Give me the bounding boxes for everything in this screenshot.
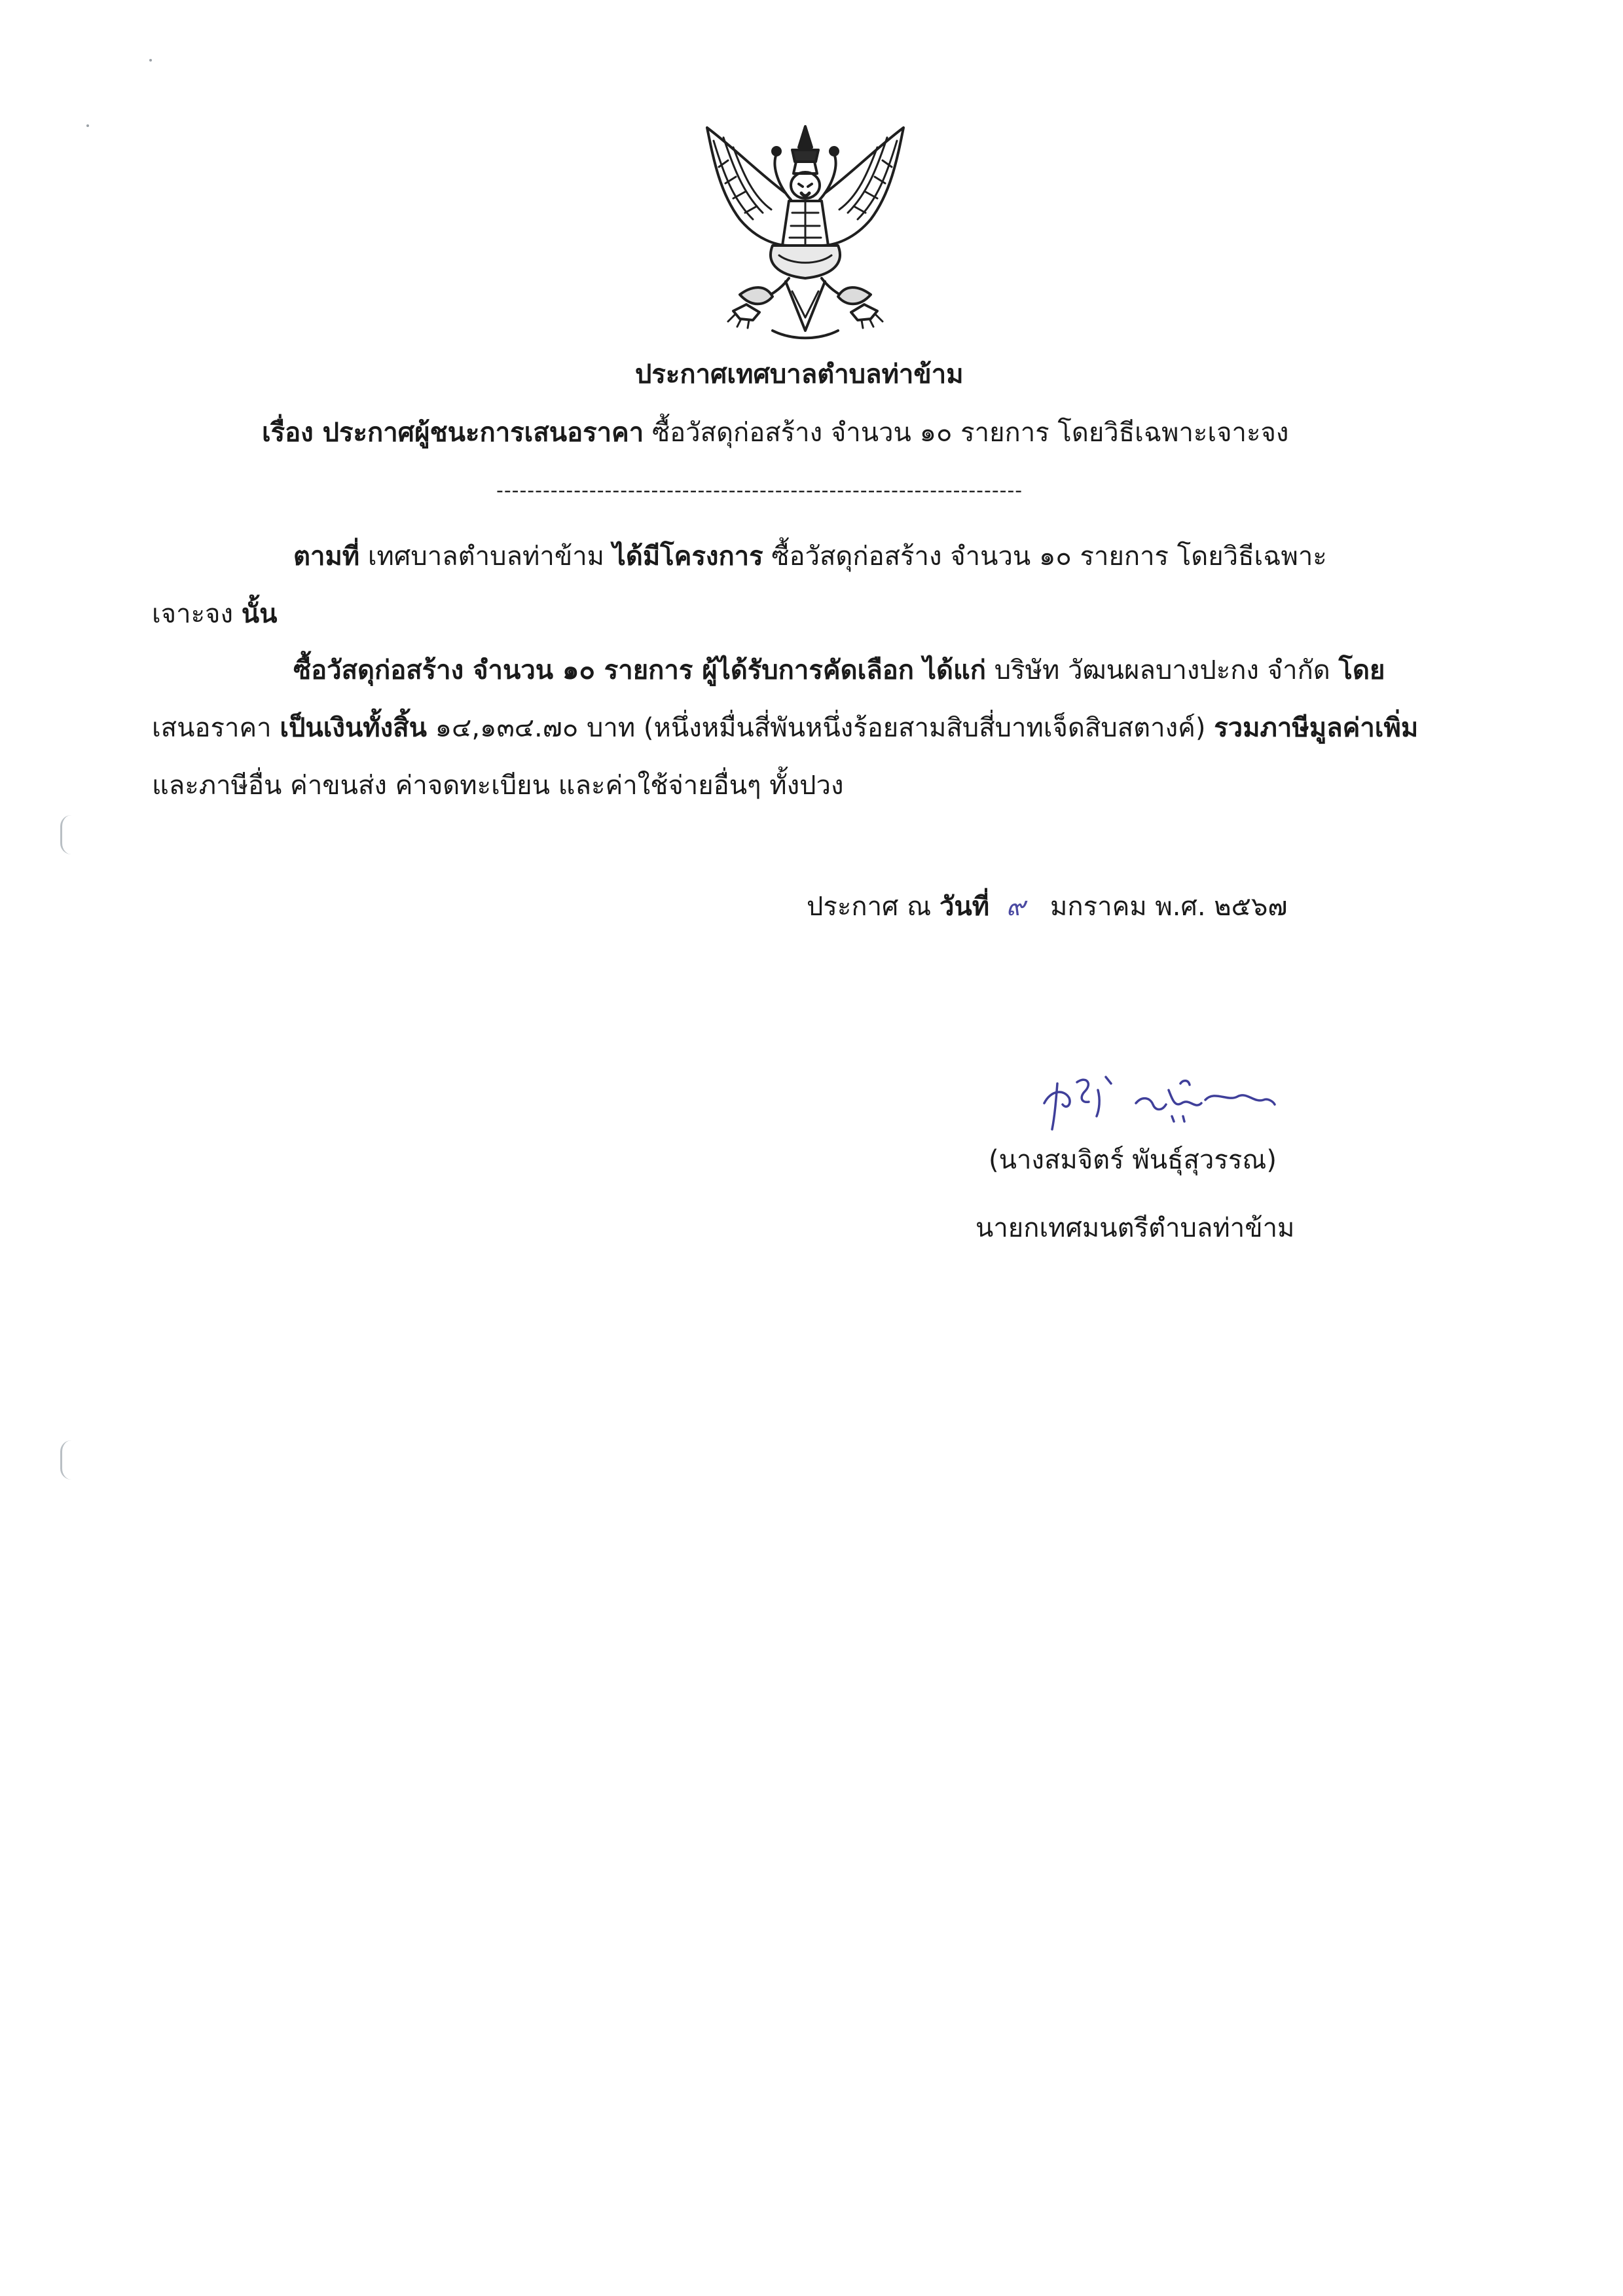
separator-line: -------------------------------------------------------------------- xyxy=(496,479,1023,502)
scan-mark xyxy=(60,1440,71,1480)
date-day: ๙ xyxy=(1006,892,1025,922)
date-prefix: ประกาศ ณ xyxy=(807,892,939,922)
signer-position: นายกเทศมนตรีตำบลท่าข้าม xyxy=(976,1213,1295,1243)
subject-text: ซื้อวัสดุก่อสร้าง จำนวน ๑๐ รายการ โดยวิธีเฉพาะเจาะจง xyxy=(644,418,1289,448)
paragraph-1-line-1 xyxy=(293,543,1327,570)
para1-part-3: ได้มีโครงการ xyxy=(612,541,763,572)
scan-speck xyxy=(86,124,89,127)
paragraph-2-line-3 xyxy=(152,773,844,799)
date-month-year: มกราคม พ.ศ. ๒๕๖๗ xyxy=(1050,892,1288,922)
paragraph-2-line-2 xyxy=(152,715,1418,741)
paragraph-2-line-1 xyxy=(293,657,1385,683)
scan-mark xyxy=(60,815,71,854)
para2-part-3: บริษัท วัฒนผลบางปะกง จำกัด xyxy=(986,655,1339,685)
para2-part-7: ๑๔,๑๓๔.๗๐ บาท (หนึ่งหมื่นสี่พันหนึ่งร้อยสามสิบสี่บาทเจ็ดสิบสตางค์) xyxy=(426,713,1214,743)
announcement-date xyxy=(807,894,1287,920)
para2-part-4: โดย xyxy=(1338,655,1385,685)
date-label: วันที่ xyxy=(939,892,990,922)
para1-part-2: เทศบาลตำบลท่าข้าม xyxy=(359,541,613,572)
para1-part-6: นั้น xyxy=(241,599,278,629)
scan-speck xyxy=(149,59,152,62)
document-subject xyxy=(262,420,1288,446)
para2-part-9: และภาษีอื่น ค่าขนส่ง ค่าจดทะเบียน และค่าใช้จ่ายอื่นๆ ทั้งปวง xyxy=(152,771,844,801)
para2-part-8: รวมภาษีมูลค่าเพิ่ม xyxy=(1214,713,1419,743)
garuda-emblem-icon xyxy=(694,121,917,347)
paragraph-1-line-2 xyxy=(152,601,277,627)
para1-part-4: ซื้อวัสดุก่อสร้าง จำนวน ๑๐ รายการ โดยวิธีเฉพาะ xyxy=(763,541,1327,572)
para1-part-5: เจาะจง xyxy=(152,599,242,629)
signature-image xyxy=(1038,1064,1280,1136)
para2-part-5: เสนอราคา xyxy=(152,713,280,743)
para2-part-1: ซื้อวัสดุก่อสร้าง จำนวน ๑๐ รายการ xyxy=(293,655,702,685)
para1-part-1: ตามที่ xyxy=(293,541,360,572)
para2-part-2: ผู้ได้รับการคัดเลือก ได้แก่ xyxy=(702,655,987,685)
subject-label: เรื่อง ประกาศผู้ชนะการเสนอราคา xyxy=(262,418,644,448)
para2-part-6: เป็นเงินทั้งสิ้น xyxy=(280,713,427,743)
document-title: ประกาศเทศบาลตำบลท่าข้าม xyxy=(635,359,964,390)
signer-name: (นางสมจิตร์ พันธุ์สุวรรณ) xyxy=(989,1145,1277,1175)
